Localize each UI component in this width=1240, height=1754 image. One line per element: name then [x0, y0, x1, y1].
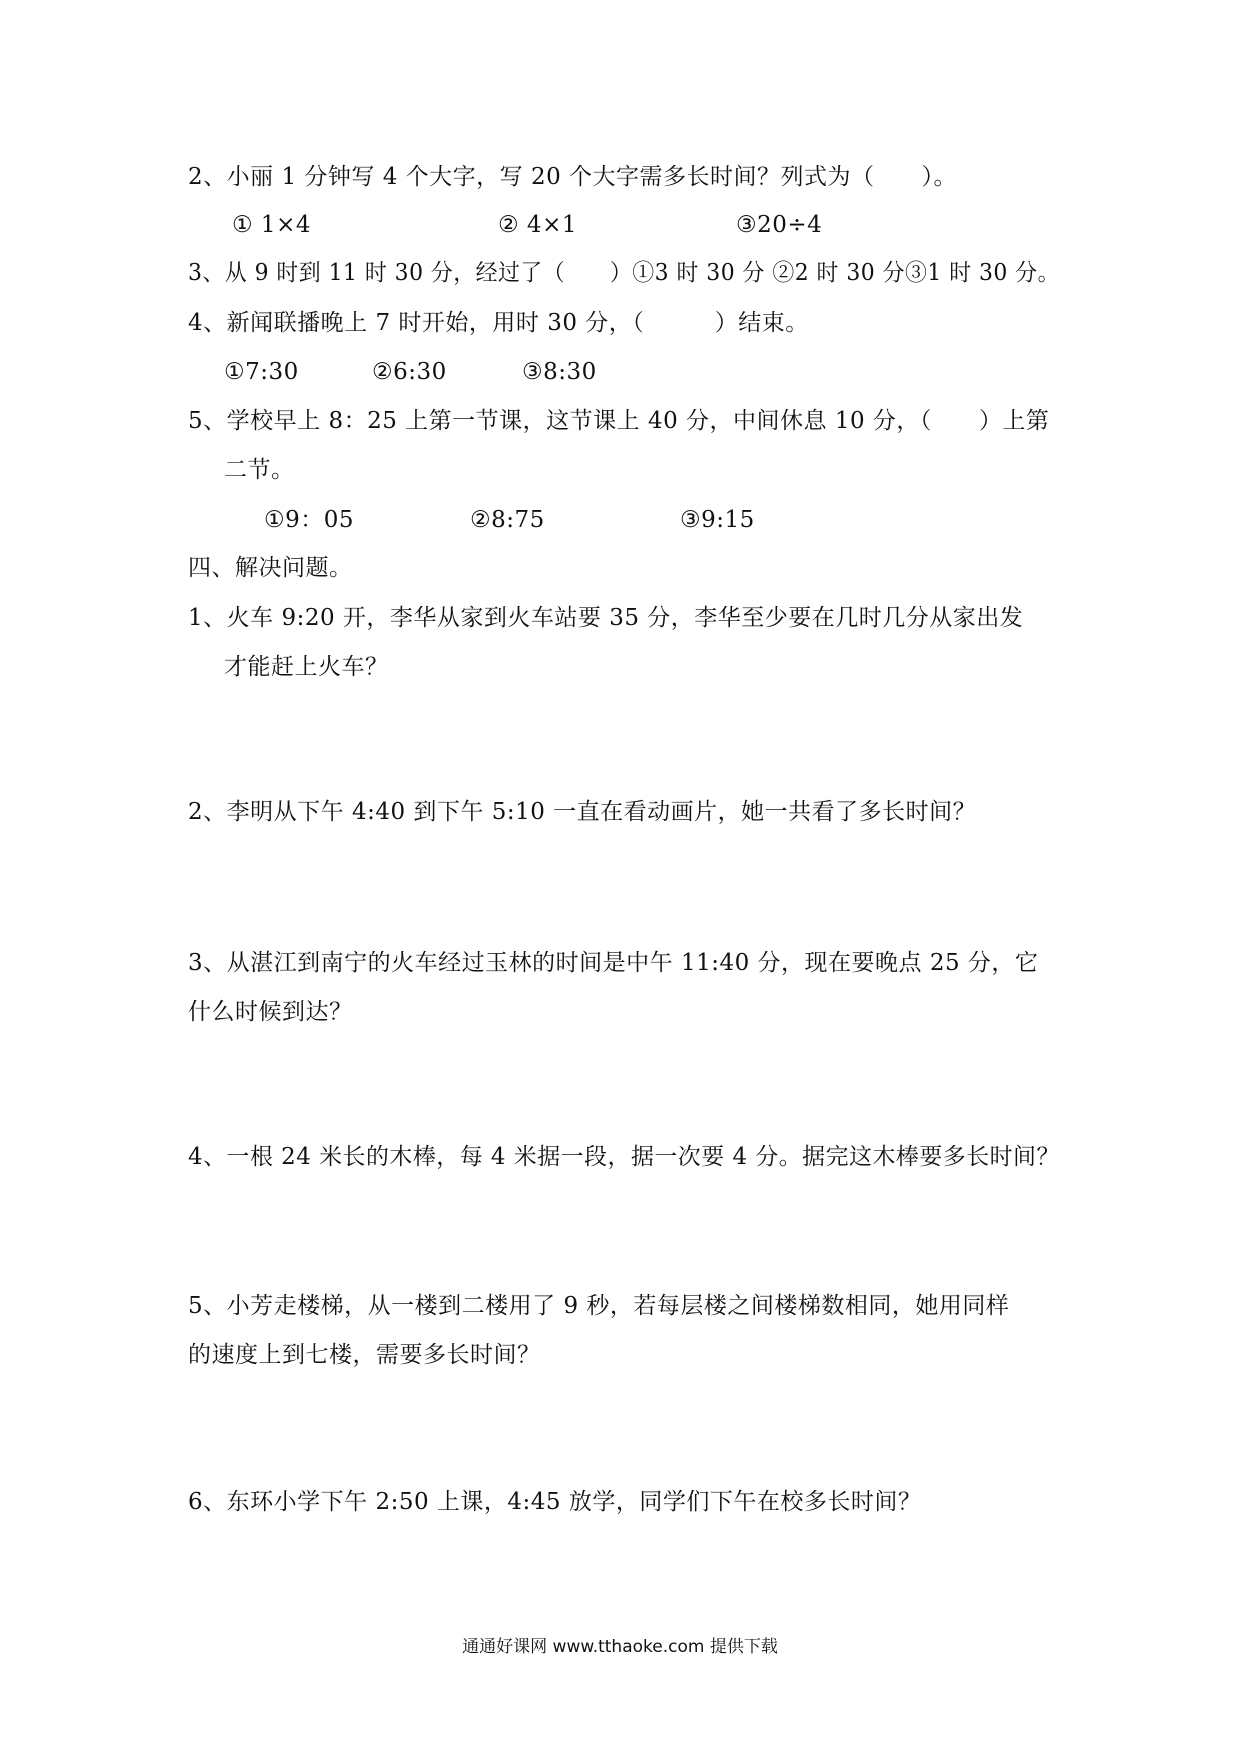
question-3-5-text-line2: 二节。 [224, 457, 295, 483]
question-3-4-option-1: ①7:30 [224, 359, 299, 385]
problem-5-line2: 的速度上到七楼，需要多长时间？ [188, 1342, 541, 1368]
question-3-5-text-line1: 5、学校早上 8：25 上第一节课，这节课上 40 分，中间休息 10 分，（ ）上第 [188, 408, 1050, 434]
problem-1-line1: 1、火车 9:20 开，李华从家到火车站要 35 分，李华至少要在几时几分从家出发 [188, 605, 1024, 631]
question-3-5-option-1: ①9：05 [264, 507, 355, 533]
question-3-2-text: 2、小丽 1 分钟写 4 个大字，写 20 个大字需多长时间？列式为（ ）。 [188, 164, 958, 190]
question-3-2-option-1: ① 1×4 [232, 212, 311, 238]
question-3-2-option-2: ② 4×1 [498, 212, 577, 238]
section-4-heading: 四、解决问题。 [188, 555, 353, 581]
question-3-4-text: 4、新闻联播晚上 7 时开始，用时 30 分，（ ）结束。 [188, 310, 809, 336]
question-3-3-text: 3、从 9 时到 11 时 30 分，经过了（ ）①3 时 30 分 ②2 时 30 分③1 时 30 分。 [188, 260, 1061, 286]
problem-4-line1: 4、一根 24 米长的木棒，每 4 米据一段，据一次要 4 分。据完这木棒要多长时间？ [188, 1144, 1060, 1170]
problem-5-line1: 5、小芳走楼梯，从一楼到二楼用了 9 秒，若每层楼之间楼梯数相同，她用同样 [188, 1293, 1010, 1319]
question-3-4-option-2: ②6:30 [372, 359, 447, 385]
question-3-2-option-3: ③20÷4 [736, 212, 823, 238]
page-footer: 通通好课网 www.tthaoke.com 提供下载 [462, 1637, 778, 1657]
question-3-5-option-3: ③9:15 [680, 507, 755, 533]
problem-6-line1: 6、东环小学下午 2:50 上课，4:45 放学，同学们下午在校多长时间？ [188, 1489, 922, 1515]
problem-1-line2: 才能赶上火车？ [224, 654, 389, 680]
question-3-5-option-2: ②8:75 [470, 507, 545, 533]
problem-2-line1: 2、李明从下午 4:40 到下午 5:10 一直在看动画片，她一共看了多长时间？ [188, 799, 977, 825]
problem-3-line2: 什么时候到达？ [188, 999, 353, 1025]
problem-3-line1: 3、从湛江到南宁的火车经过玉林的时间是中午 11:40 分，现在要晚点 25 分，它 [188, 950, 1039, 976]
question-3-4-option-3: ③8:30 [522, 359, 597, 385]
